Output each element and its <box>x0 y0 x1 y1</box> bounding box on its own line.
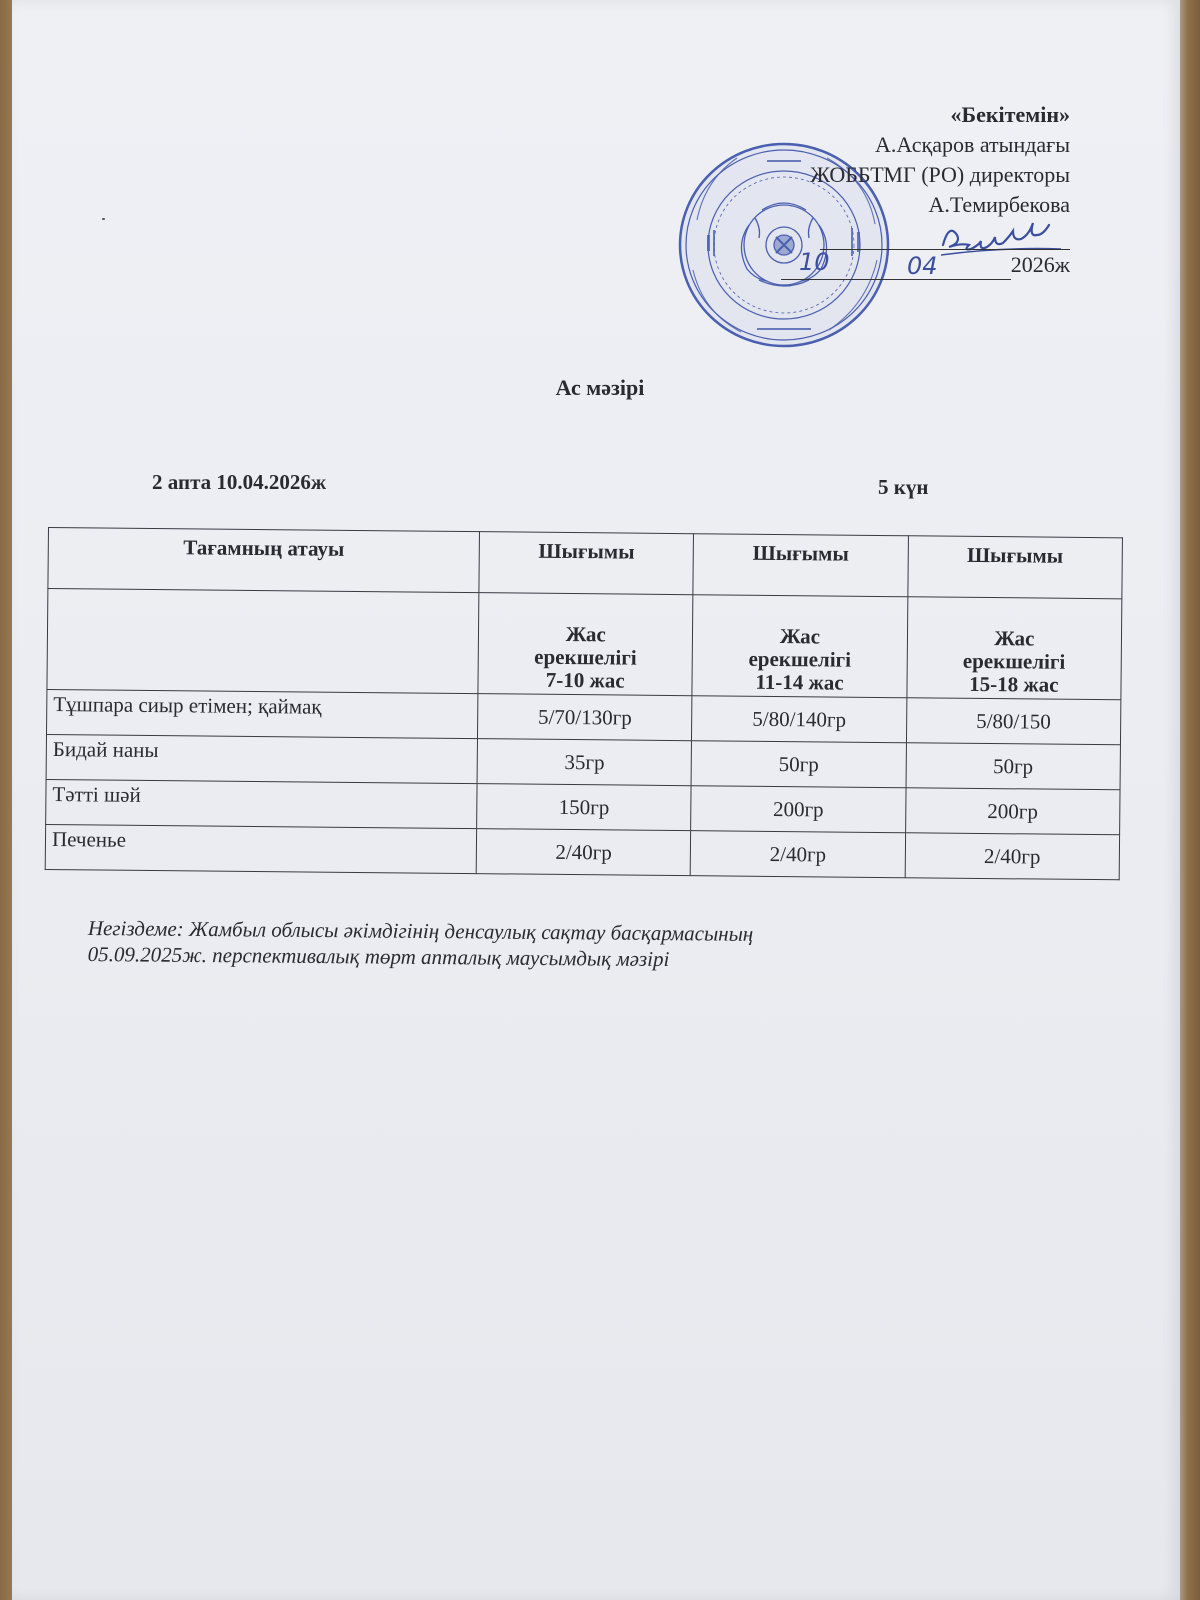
age-group-range: 15-18 жас <box>969 671 1059 697</box>
day-number: 5 күн <box>878 475 929 499</box>
yield-cell: 150гр <box>477 784 692 831</box>
approval-director-name: А.Темирбекова <box>928 192 1070 217</box>
document-title: Ас мәзірі <box>555 375 645 400</box>
age-group-range: 7-10 жас <box>545 667 625 693</box>
yield-cell: 35гр <box>477 739 692 786</box>
handwritten-date-month: 04 <box>907 252 938 280</box>
yield-cell: 5/80/150 <box>906 698 1121 745</box>
food-name-cell: Тұшпара сиыр етімен; қаймақ <box>47 689 478 738</box>
header-food-name: Тағамның атауы <box>48 528 480 593</box>
menu-table <box>45 527 1123 880</box>
yield-cell: 2/40гр <box>476 829 691 876</box>
food-name-cell: Печенье <box>45 824 476 873</box>
signature-line <box>781 220 1070 250</box>
paper-speck <box>102 218 105 220</box>
yield-cell: 5/70/130гр <box>478 694 693 741</box>
approval-date-year: 2026ж <box>1010 252 1070 277</box>
age-group-label: ерекшелігі <box>748 646 852 672</box>
yield-cell: 50гр <box>691 741 906 788</box>
approval-school-line: А.Асқаров атындағы <box>875 132 1070 157</box>
table-header-row <box>48 528 1123 599</box>
age-group-row <box>47 589 1122 700</box>
handwritten-date-day: 10 <box>799 248 830 276</box>
age-group-label: Жас <box>779 624 821 649</box>
age-group-cell <box>907 597 1122 700</box>
header-yield: Шығымы <box>479 532 694 595</box>
yield-cell: 200гр <box>905 788 1120 835</box>
yield-cell: 5/80/140гр <box>692 696 907 743</box>
week-and-date: 2 апта 10.04.2026ж <box>152 470 327 494</box>
age-group-label: ерекшелігі <box>962 648 1066 674</box>
yield-cell: 2/40гр <box>905 833 1120 880</box>
basis-note-line: 05.09.2025ж. перспективалық төрт апталық маусымдық мәзірі <box>87 941 670 972</box>
yield-cell: 50гр <box>906 743 1121 790</box>
age-group-label: Жас <box>994 626 1035 651</box>
yield-cell: 2/40гр <box>691 831 906 878</box>
age-group-empty-cell <box>47 589 479 694</box>
food-name-cell: Бидай наны <box>46 734 477 783</box>
yield-cell: 200гр <box>691 786 906 833</box>
header-yield: Шығымы <box>693 534 908 597</box>
table-row <box>45 824 1119 879</box>
age-group-label: Жас <box>565 621 606 647</box>
header-yield: Шығымы <box>908 536 1123 599</box>
approval-position-line: ЖОББТМГ (РО) директоры <box>810 162 1070 187</box>
basis-note-line: Негіздеме: Жамбыл облысы әкімдігінің денсаулық сақтау басқармасының <box>87 915 754 946</box>
age-group-range: 11-14 жас <box>755 669 844 695</box>
approval-title: «Бекітемін» <box>950 102 1070 127</box>
age-group-cell <box>478 593 693 696</box>
age-group-label: ерекшелігі <box>534 644 637 670</box>
food-name-cell: Тәтті шәй <box>46 779 477 828</box>
basis-note <box>88 915 754 973</box>
age-group-cell <box>692 595 907 698</box>
